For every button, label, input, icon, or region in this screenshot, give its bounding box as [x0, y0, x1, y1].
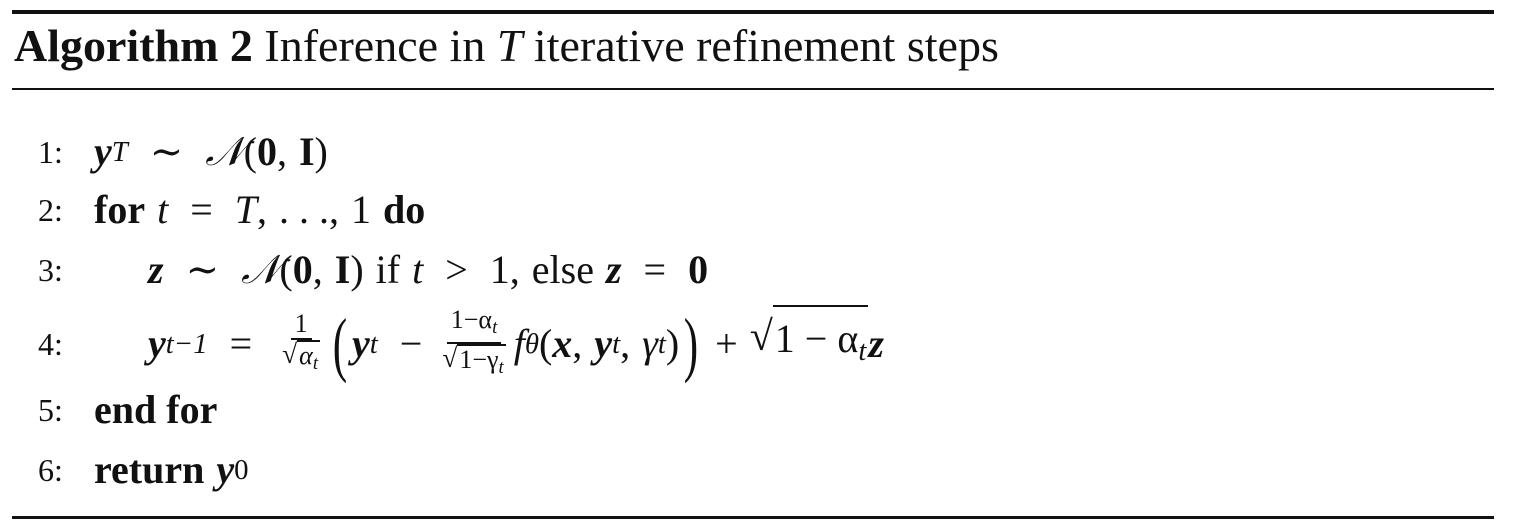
bottom-rule	[12, 516, 1494, 519]
fraction-numerator	[447, 306, 502, 344]
keyword-for: for	[94, 187, 146, 232]
fraction-numerator: 1	[291, 310, 312, 340]
algorithm-label: Algorithm 2	[14, 20, 253, 71]
keyword-return: return	[94, 447, 205, 492]
math-identity: I	[298, 129, 315, 174]
text-if: if	[375, 247, 401, 292]
line-statement	[94, 440, 249, 500]
math-sub-t-minus-1: t−1	[165, 328, 208, 360]
math-sub-t: t	[312, 353, 319, 375]
math-gamma: γ	[642, 321, 658, 366]
math-identity: I	[334, 247, 351, 292]
fraction-alpha-over-gamma	[438, 306, 509, 382]
keyword-do: do	[383, 187, 426, 232]
math-sub-zero: 0	[234, 454, 249, 486]
math-y: y	[352, 321, 370, 366]
math-normal: 𝒩	[241, 247, 280, 293]
math-sub-T: T	[111, 136, 128, 168]
line-number: 2:	[38, 192, 63, 228]
fraction-denominator: √ $1-\gamma_t$	[438, 344, 509, 382]
fraction-one-over-sqrt-alpha	[278, 310, 324, 378]
math-sub-t: t	[369, 328, 378, 360]
math-sub-t: t	[612, 328, 621, 360]
math-zero: 0	[292, 247, 313, 292]
math-y: y	[94, 129, 112, 174]
sqrt-inner-text: 1 − α	[774, 315, 859, 361]
math-t: t	[157, 187, 169, 232]
math-sub-t: t	[498, 357, 504, 379]
math-y: y	[594, 321, 613, 366]
header-rule	[12, 88, 1494, 90]
math-sub-t: t	[657, 328, 666, 360]
top-rule	[12, 10, 1494, 14]
math-y: y	[216, 447, 235, 492]
frac2-num-text: 1−α	[450, 304, 493, 334]
math-f: f	[513, 321, 525, 366]
text-else: else	[531, 247, 594, 292]
math-T: T	[234, 187, 258, 232]
line-number: 6:	[38, 452, 63, 488]
math-zero: 0	[688, 247, 709, 292]
title-text-before: Inference in	[264, 20, 486, 71]
math-one: 1	[489, 247, 510, 292]
algorithm-title	[14, 16, 999, 76]
line-number: 1:	[38, 134, 63, 170]
math-z: z	[148, 247, 164, 292]
math-t: t	[412, 247, 424, 292]
math-zero: 0	[256, 129, 277, 174]
sqrt-one-minus-alpha: √ $1 - \alpha_t$	[750, 305, 869, 383]
math-sub-theta: θ	[524, 328, 539, 360]
line-number: 5:	[38, 392, 63, 428]
line-statement: y t−1 = 1 √ $\alpha_t$ ( y t − $1-\alpha_t$ √ $1-\gamma_t$ f θ ( x , y t , γ t ) ) + √ $1 - \alpha_t$ z	[148, 304, 884, 384]
math-alpha: α	[299, 340, 313, 370]
math-ellipsis: . . .	[279, 187, 330, 232]
left-paren: (	[332, 304, 348, 384]
title-var-T: T	[496, 20, 523, 71]
math-normal: 𝒩	[205, 129, 244, 175]
math-z: z	[605, 247, 622, 292]
line-number: 4:	[38, 326, 63, 362]
math-sub-t: t	[858, 335, 867, 368]
right-paren: )	[683, 304, 699, 384]
frac2-den-text: 1−γ	[459, 345, 499, 374]
math-one: 1	[351, 187, 372, 232]
line-number: 3:	[38, 252, 63, 288]
keyword-end-for: end for	[94, 387, 218, 432]
math-x: x	[552, 321, 573, 366]
line-statement: for t = T , . . . , 1 do	[94, 180, 425, 240]
math-z: z	[868, 321, 884, 366]
line-statement: z ∼ 𝒩 ( 0 , I ) if t > 1 , else z = 0	[148, 240, 708, 300]
line-statement	[94, 380, 217, 440]
fraction-denominator: √ $\alpha_t$	[278, 340, 324, 378]
math-sub-t: t	[492, 317, 498, 338]
line-statement: y T ∼ 𝒩 ( 0 , I )	[94, 122, 328, 182]
math-y: y	[148, 321, 166, 366]
title-text-after: iterative refinement steps	[533, 20, 999, 71]
